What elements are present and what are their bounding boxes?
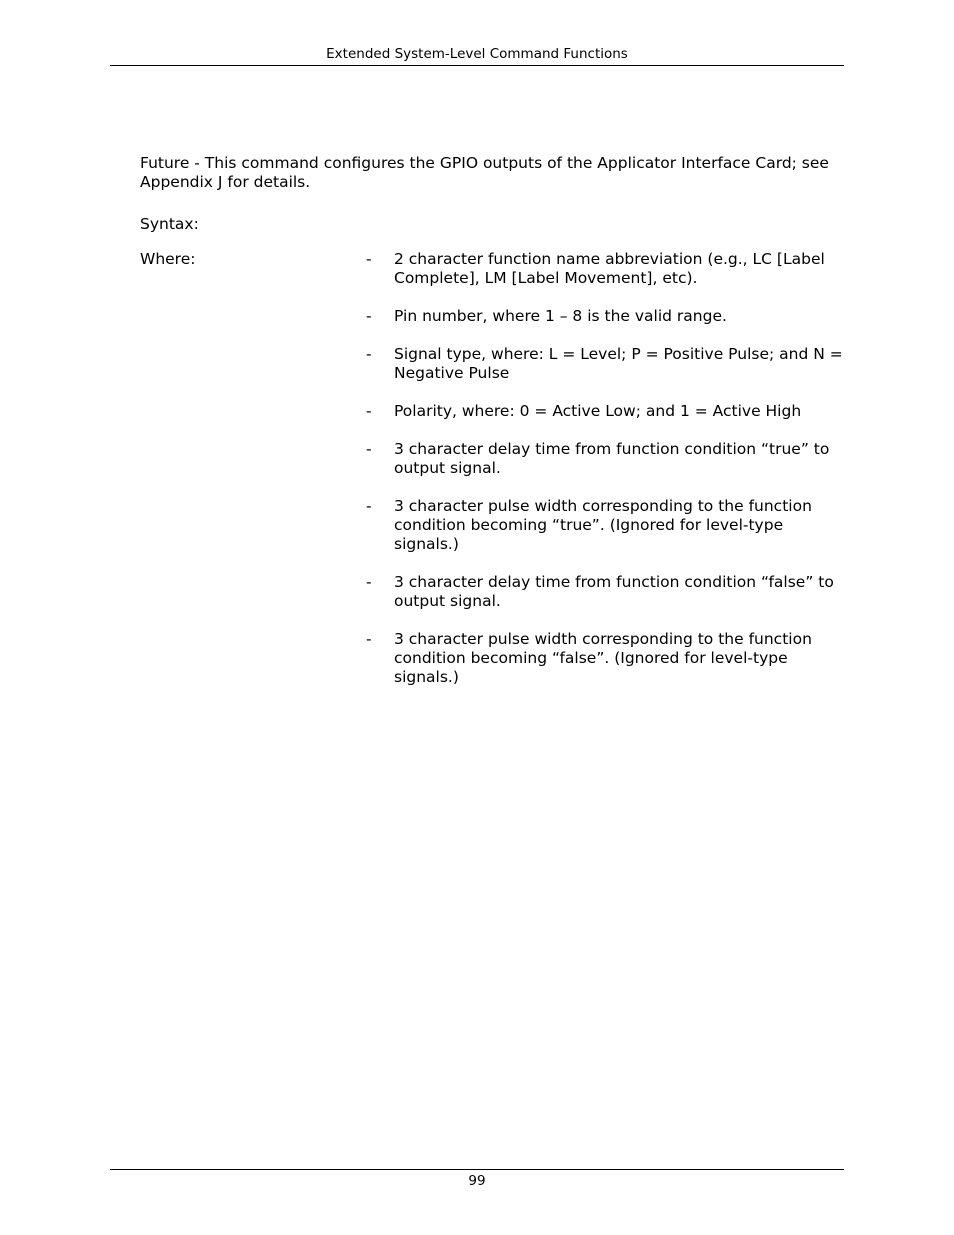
list-dash: - <box>366 573 372 591</box>
parameter-description: Signal type, where: L = Level; P = Positive Pulse; and N = Negative Pulse <box>394 345 843 382</box>
list-dash: - <box>366 345 372 363</box>
footer-rule <box>110 1169 844 1170</box>
list-dash: - <box>366 402 372 420</box>
parameter-item <box>366 573 846 611</box>
parameter-item <box>366 345 846 383</box>
parameter-description: 3 character pulse width corresponding to the function condition becoming “false”. (Ignored for level-type signals.) <box>394 630 812 686</box>
list-dash: - <box>366 250 372 268</box>
where-label: Where: <box>140 250 196 268</box>
parameter-item <box>366 402 846 421</box>
parameter-description: Pin number, where 1 – 8 is the valid range. <box>394 307 727 325</box>
parameter-item <box>366 250 846 288</box>
parameter-description: 3 character pulse width corresponding to the function condition becoming “true”. (Ignored for level-type signals.) <box>394 497 812 553</box>
parameter-list <box>366 250 846 706</box>
syntax-label: Syntax: <box>140 215 199 233</box>
parameter-description: Polarity, where: 0 = Active Low; and 1 = Active High <box>394 402 802 420</box>
list-dash: - <box>366 630 372 648</box>
parameter-item <box>366 440 846 478</box>
parameter-item <box>366 630 846 687</box>
parameter-item <box>366 307 846 326</box>
running-header: Extended System-Level Command Functions <box>326 46 628 62</box>
parameter-description: 3 character delay time from function condition “true” to output signal. <box>394 440 830 477</box>
command-description: Future - This command configures the GPIO outputs of the Applicator Interface Card; see Appendix J for details. <box>140 154 829 191</box>
page-number: 99 <box>468 1173 486 1189</box>
list-dash: - <box>366 497 372 515</box>
parameter-description: 3 character delay time from function condition “false” to output signal. <box>394 573 834 610</box>
parameter-item <box>366 497 846 554</box>
list-dash: - <box>366 440 372 458</box>
parameter-description: 2 character function name abbreviation (e.g., LC [Label Complete], LM [Label Movement], etc). <box>394 250 825 287</box>
list-dash: - <box>366 307 372 325</box>
header-rule <box>110 65 844 66</box>
